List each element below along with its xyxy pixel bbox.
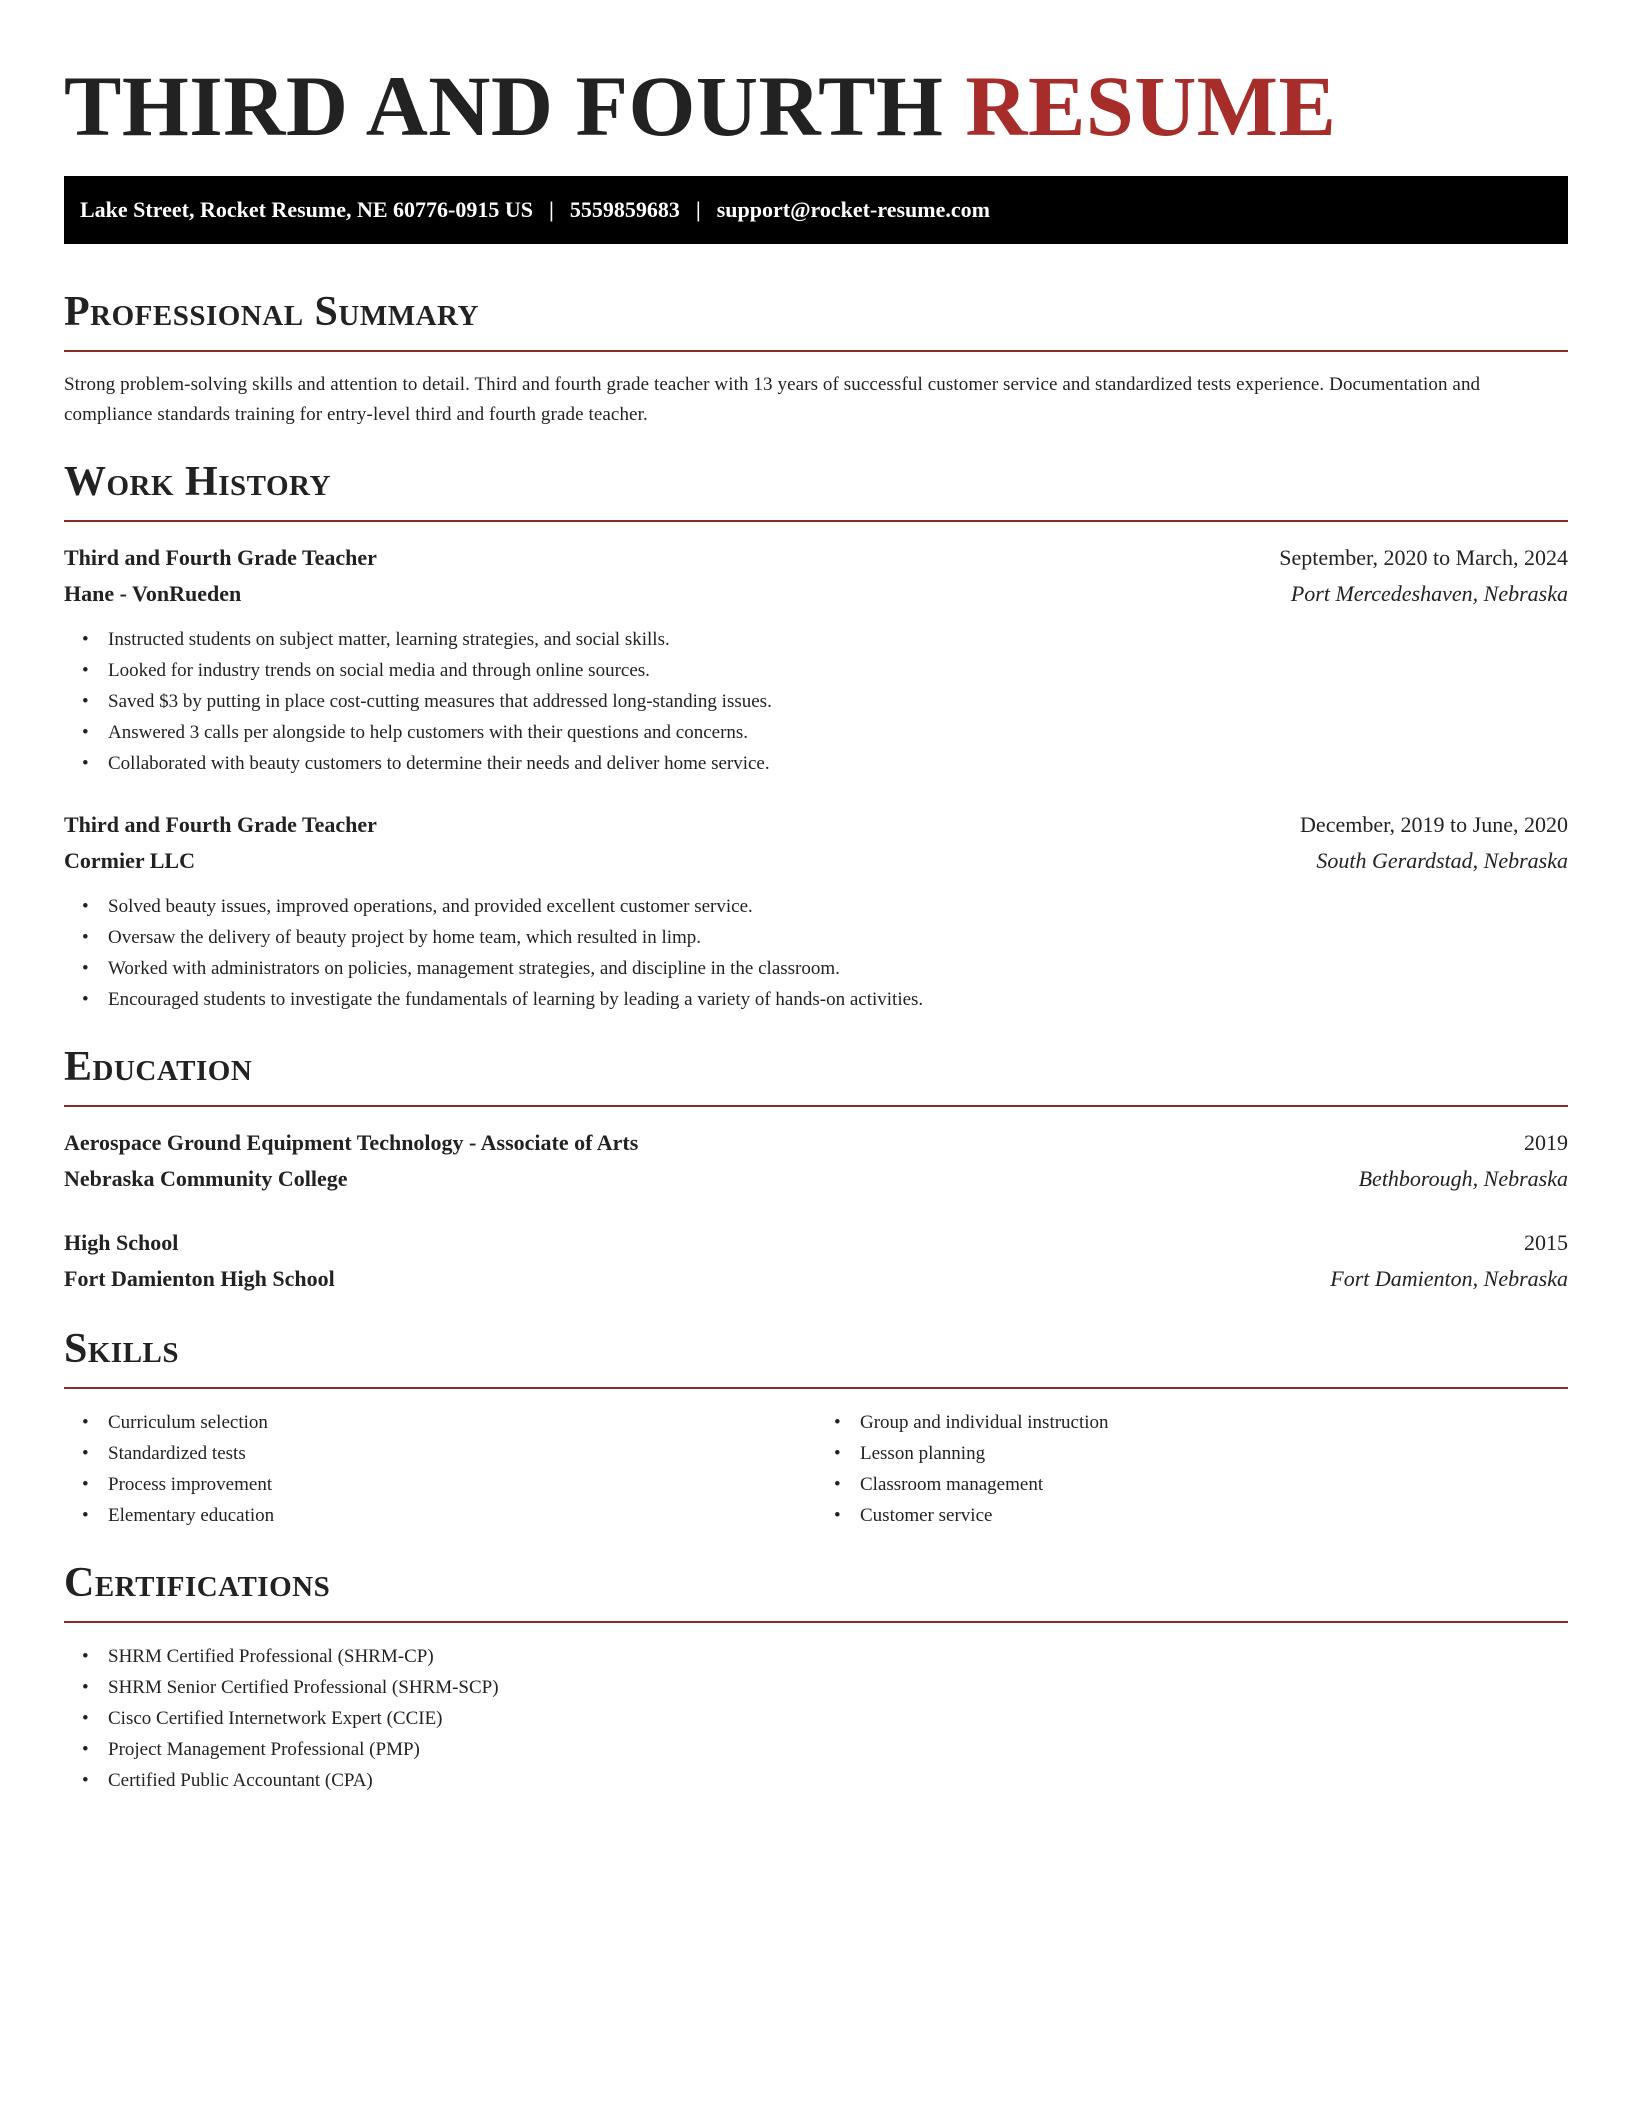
job-role: Third and Fourth Grade Teacher	[64, 812, 377, 837]
bullet-text: Solved beauty issues, improved operations, and provided excellent customer service.	[108, 896, 753, 917]
skills-grid	[64, 1407, 1568, 1531]
education-school: Fort Damienton High School	[64, 1266, 335, 1291]
bullet-icon: •	[82, 753, 89, 774]
summary-section	[64, 288, 1568, 430]
certifications-list	[64, 1641, 1568, 1796]
list-item	[64, 624, 1568, 655]
bullet-icon: •	[834, 1443, 841, 1464]
contact-phone: 5559859683	[569, 197, 680, 222]
skill-text: Customer service	[860, 1505, 993, 1526]
bullet-icon: •	[82, 927, 89, 948]
summary-heading: Professional Summary	[64, 289, 479, 335]
education-heading: Education	[64, 1044, 253, 1090]
list-item	[816, 1500, 1568, 1531]
bullet-icon: •	[82, 1708, 89, 1729]
bullet-icon: •	[82, 989, 89, 1010]
education-degree: High School	[64, 1230, 179, 1255]
list-item	[816, 1469, 1568, 1500]
skill-text: Elementary education	[108, 1505, 275, 1526]
list-item	[816, 1407, 1568, 1438]
bullet-text: Looked for industry trends on social media and through online sources.	[108, 660, 650, 681]
summary-text: Strong problem-solving skills and attention to detail. Third and fourth grade teacher with 13 years of successful customer service and standardized tests experience. Documentation and compliance standards training for entry-level third and fourth grade teacher.	[64, 374, 1481, 425]
education-year: 2015	[1524, 1230, 1568, 1255]
skill-text: Lesson planning	[860, 1443, 986, 1464]
education-school: Nebraska Community College	[64, 1166, 348, 1191]
job-location: South Gerardstad, Nebraska	[1316, 848, 1568, 873]
certifications-heading: Certifications	[64, 1560, 331, 1606]
skills-heading: Skills	[64, 1326, 180, 1372]
education-entry	[64, 1225, 1568, 1297]
list-item	[64, 891, 1568, 922]
certification-text: Cisco Certified Internetwork Expert (CCIE)	[108, 1708, 443, 1729]
list-item	[64, 1500, 816, 1531]
skills-list	[816, 1407, 1568, 1531]
job-role: Third and Fourth Grade Teacher	[64, 545, 377, 570]
list-item	[64, 953, 1568, 984]
skills-section	[64, 1325, 1568, 1531]
job-entry	[64, 807, 1568, 1015]
certifications-section	[64, 1559, 1568, 1796]
skills-column-right	[816, 1407, 1568, 1531]
list-item	[64, 655, 1568, 686]
bullet-icon: •	[834, 1412, 841, 1433]
bullet-icon: •	[82, 691, 89, 712]
list-item	[64, 922, 1568, 953]
skill-text: Group and individual instruction	[860, 1412, 1109, 1433]
bullet-text: Encouraged students to investigate the fundamentals of learning by leading a variety of hands-on activities.	[108, 989, 924, 1010]
contact-email: support@rocket-resume.com	[716, 197, 990, 222]
skill-text: Process improvement	[108, 1474, 273, 1495]
bullet-text: Worked with administrators on policies, management strategies, and discipline in the classroom.	[108, 958, 840, 979]
job-company: Cormier LLC	[64, 848, 195, 873]
list-item	[64, 1438, 816, 1469]
bullet-icon: •	[82, 1677, 89, 1698]
bullet-icon: •	[834, 1505, 841, 1526]
list-item	[64, 1641, 1568, 1672]
list-item	[64, 1734, 1568, 1765]
job-bullet-list	[64, 624, 1568, 779]
list-item	[816, 1438, 1568, 1469]
certification-text: Certified Public Accountant (CPA)	[108, 1770, 373, 1791]
bullet-text: Saved $3 by putting in place cost-cutting measures that addressed long-standing issues.	[108, 691, 772, 712]
list-item	[64, 748, 1568, 779]
list-item	[64, 1703, 1568, 1734]
name-main: THIRD AND FOURTH	[64, 58, 944, 154]
skill-text: Classroom management	[860, 1474, 1044, 1495]
bullet-icon: •	[82, 1412, 89, 1433]
job-location: Port Mercedeshaven, Nebraska	[1290, 581, 1568, 606]
bullet-icon: •	[82, 1505, 89, 1526]
section-divider	[64, 520, 1568, 522]
bullet-icon: •	[82, 958, 89, 979]
contact-bar	[64, 176, 1568, 244]
skills-column-left	[64, 1407, 816, 1531]
education-degree: Aerospace Ground Equipment Technology - Associate of Arts	[64, 1130, 639, 1155]
education-location: Bethborough, Nebraska	[1358, 1166, 1568, 1191]
section-divider	[64, 1621, 1568, 1623]
bullet-icon: •	[82, 629, 89, 650]
bullet-icon: •	[82, 1739, 89, 1760]
list-item	[64, 1469, 816, 1500]
section-divider	[64, 350, 1568, 352]
education-entry	[64, 1125, 1568, 1197]
education-location: Fort Damienton, Nebraska	[1330, 1266, 1568, 1291]
job-dates: September, 2020 to March, 2024	[1279, 545, 1568, 570]
certification-text: Project Management Professional (PMP)	[108, 1739, 420, 1760]
bullet-icon: •	[82, 1443, 89, 1464]
bullet-text: Instructed students on subject matter, learning strategies, and social skills.	[108, 629, 670, 650]
list-item	[64, 717, 1568, 748]
contact-separator: |	[549, 197, 554, 222]
job-bullet-list	[64, 891, 1568, 1015]
section-divider	[64, 1105, 1568, 1107]
bullet-icon: •	[82, 896, 89, 917]
bullet-text: Collaborated with beauty customers to determine their needs and deliver home service.	[108, 753, 770, 774]
list-item	[64, 984, 1568, 1015]
section-divider	[64, 1387, 1568, 1389]
bullet-text: Answered 3 calls per alongside to help customers with their questions and concerns.	[108, 722, 749, 743]
education-section	[64, 1043, 1568, 1297]
bullet-icon: •	[82, 660, 89, 681]
resume-name-title	[64, 56, 1568, 156]
list-item	[64, 1407, 816, 1438]
bullet-icon: •	[82, 1770, 89, 1791]
skills-list	[64, 1407, 816, 1531]
contact-separator: |	[695, 197, 701, 222]
work-history-heading: Work History	[64, 459, 331, 505]
job-company: Hane - VonRueden	[64, 581, 242, 606]
skill-text: Standardized tests	[108, 1443, 246, 1464]
certification-text: SHRM Certified Professional (SHRM-CP)	[108, 1646, 434, 1667]
education-year: 2019	[1524, 1130, 1568, 1155]
certification-text: SHRM Senior Certified Professional (SHRM-SCP)	[108, 1677, 499, 1698]
name-accent: RESUME	[965, 58, 1337, 154]
list-item	[64, 1765, 1568, 1796]
bullet-icon: •	[82, 1474, 89, 1495]
job-entry	[64, 540, 1568, 779]
bullet-icon: •	[834, 1474, 841, 1495]
bullet-icon: •	[82, 722, 89, 743]
work-history-section	[64, 458, 1568, 1015]
list-item	[64, 1672, 1568, 1703]
list-item	[64, 686, 1568, 717]
bullet-text: Oversaw the delivery of beauty project by home team, which resulted in limp.	[108, 927, 702, 948]
skill-text: Curriculum selection	[108, 1412, 268, 1433]
bullet-icon: •	[82, 1646, 89, 1667]
job-dates: December, 2019 to June, 2020	[1300, 812, 1568, 837]
contact-address: Lake Street, Rocket Resume, NE 60776-0915 US	[80, 197, 533, 222]
